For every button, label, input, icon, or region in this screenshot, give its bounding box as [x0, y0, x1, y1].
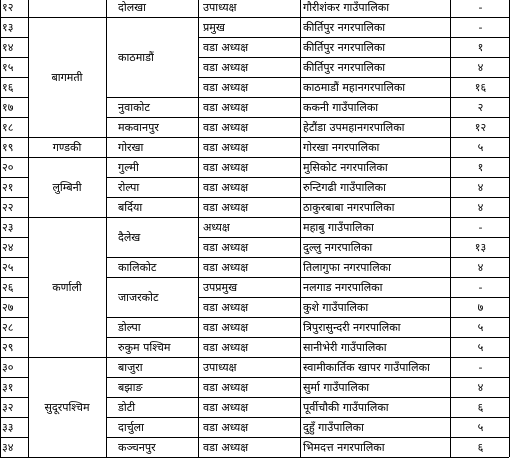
local-level-cell: भिमदत्त नगरपालिका	[303, 441, 385, 454]
column-divider	[300, 0, 301, 457]
ward-number-cell: ४	[477, 61, 484, 74]
row-divider	[198, 277, 509, 278]
district-cell: नुवाकोट	[118, 101, 150, 114]
row-divider	[28, 457, 106, 458]
position-cell: वडा अध्यक्ष	[203, 141, 249, 154]
row-divider	[198, 137, 509, 138]
local-level-cell: कीर्तिपुर नगरपालिका	[303, 61, 386, 74]
column-divider	[28, 0, 29, 457]
row-divider	[106, 337, 198, 338]
local-level-cell: कुशे गाउँपालिका	[303, 301, 369, 314]
row-divider	[198, 457, 509, 458]
row-divider	[0, 417, 28, 418]
row-divider	[106, 377, 198, 378]
position-cell: वडा अध्यक्ष	[203, 181, 249, 194]
ward-number-cell: -	[478, 361, 483, 374]
row-divider	[0, 257, 28, 258]
position-cell: उपाध्यक्ष	[203, 1, 237, 14]
row-divider	[0, 437, 28, 438]
row-divider	[28, 157, 106, 158]
row-divider	[28, 357, 106, 358]
row-divider	[198, 97, 509, 98]
row-divider	[198, 337, 509, 338]
serial-number-cell: ३०	[2, 361, 14, 374]
position-cell: वडा अध्यक्ष	[203, 161, 249, 174]
district-cell: कालिकोट	[118, 261, 157, 274]
position-cell: प्रमुख	[203, 21, 225, 34]
ward-number-cell: १२	[474, 121, 487, 134]
column-divider	[0, 0, 1, 457]
serial-number-cell: १७	[2, 101, 14, 114]
row-divider	[0, 37, 28, 38]
serial-number-cell: ३३	[2, 421, 14, 434]
position-cell: वडा अध्यक्ष	[203, 101, 249, 114]
position-cell: वडा अध्यक्ष	[203, 321, 249, 334]
row-divider	[106, 97, 198, 98]
district-cell: डोटी	[118, 401, 136, 414]
row-divider	[106, 277, 198, 278]
local-level-cell: रुन्टिगढी गाउँपालिका	[303, 181, 386, 194]
row-divider	[106, 457, 198, 458]
position-cell: वडा अध्यक्ष	[203, 201, 249, 214]
local-level-cell: मुसिकोट नगरपालिका	[303, 161, 388, 174]
row-divider	[0, 217, 28, 218]
ward-number-cell: १	[477, 161, 484, 174]
row-divider	[0, 17, 28, 18]
ward-number-cell: १६	[474, 81, 487, 94]
district-cell: मकवानपुर	[118, 121, 159, 134]
local-level-cell: ठाकुरबाबा नगरपालिका	[303, 201, 395, 214]
district-cell: बझाङ	[118, 381, 143, 394]
province-cell: गण्डकी	[52, 141, 82, 154]
district-cell: दार्चुला	[118, 421, 144, 434]
row-divider	[0, 317, 28, 318]
district-cell: रोल्पा	[118, 181, 140, 194]
serial-number-cell: ३१	[2, 381, 14, 394]
row-divider	[0, 157, 28, 158]
row-divider	[0, 337, 28, 338]
row-divider	[106, 397, 198, 398]
serial-number-cell: १६	[2, 81, 14, 94]
local-level-cell: दुहुँ गाउँपालिका	[303, 421, 364, 434]
row-divider	[198, 397, 509, 398]
local-level-cell: ककनी गाउँपालिका	[303, 101, 379, 114]
district-cell: दैलेख	[118, 231, 141, 244]
row-divider	[106, 177, 198, 178]
ward-number-cell: -	[478, 21, 483, 34]
row-divider	[0, 237, 28, 238]
district-cell: रुकुम पश्चिम	[118, 341, 171, 354]
column-divider	[106, 0, 107, 457]
serial-number-cell: २०	[2, 161, 14, 174]
position-cell: वडा अध्यक्ष	[203, 261, 249, 274]
row-divider	[0, 117, 28, 118]
serial-number-cell: २२	[2, 201, 14, 214]
district-cell: कञ्चनपुर	[118, 441, 156, 454]
row-divider	[0, 357, 28, 358]
district-cell: जाजरकोट	[118, 291, 159, 304]
position-cell: उपाध्यक्ष	[203, 361, 237, 374]
local-level-cell: त्रिपुरासुन्दरी नगरपालिका	[303, 321, 401, 334]
serial-number-cell: २६	[2, 281, 14, 294]
local-level-cell: गोरखा नगरपालिका	[303, 141, 380, 154]
district-cell: बर्दिया	[118, 201, 143, 214]
position-cell: वडा अध्यक्ष	[203, 401, 249, 414]
ward-number-cell: ५	[477, 321, 484, 334]
ward-number-cell: ६	[477, 441, 484, 454]
province-cell: कर्णाली	[52, 281, 82, 294]
serial-number-cell: ३२	[2, 401, 14, 414]
row-divider	[198, 317, 509, 318]
row-divider	[198, 377, 509, 378]
serial-number-cell: १४	[2, 41, 14, 54]
row-divider	[106, 437, 198, 438]
district-cell: गुल्मी	[118, 161, 139, 174]
position-cell: वडा अध्यक्ष	[203, 121, 249, 134]
serial-number-cell: १५	[2, 61, 14, 74]
local-level-cell: कीर्तिपुर नगरपालिका	[303, 21, 386, 34]
column-divider	[450, 0, 451, 457]
row-divider	[198, 257, 509, 258]
serial-number-cell: ३४	[2, 441, 14, 454]
row-divider	[0, 297, 28, 298]
row-divider	[198, 177, 509, 178]
serial-number-cell: १८	[2, 121, 14, 134]
ward-number-cell: ५	[477, 421, 484, 434]
local-level-cell: पूर्वीचौकी गाउँपालिका	[303, 401, 389, 414]
local-level-cell: काठमाडौं महानगरपालिका	[303, 81, 406, 94]
row-divider	[106, 137, 198, 138]
row-divider	[198, 17, 509, 18]
position-cell: वडा अध्यक्ष	[203, 61, 249, 74]
row-divider	[198, 297, 509, 298]
local-level-cell: स्वामीकार्तिक खापर गाउँपालिका	[303, 361, 430, 374]
position-cell: वडा अध्यक्ष	[203, 381, 249, 394]
row-divider	[0, 397, 28, 398]
row-divider	[106, 417, 198, 418]
district-cell: डोल्पा	[118, 321, 141, 334]
row-divider	[0, 137, 28, 138]
row-divider	[106, 217, 198, 218]
serial-number-cell: १२	[2, 1, 14, 14]
position-cell: वडा अध्यक्ष	[203, 241, 249, 254]
ward-number-cell: ५	[477, 141, 484, 154]
row-divider	[0, 277, 28, 278]
ward-number-cell: १३	[474, 241, 487, 254]
local-level-cell: कीर्तिपुर नगरपालिका	[303, 41, 386, 54]
position-cell: उपप्रमुख	[203, 281, 238, 294]
district-cell: बाजुरा	[118, 361, 143, 374]
row-divider	[28, 17, 106, 18]
row-divider	[106, 357, 198, 358]
row-divider	[28, 217, 106, 218]
position-cell: वडा अध्यक्ष	[203, 81, 249, 94]
local-level-cell: दुल्लु नगरपालिका	[303, 241, 373, 254]
serial-number-cell: २९	[2, 341, 14, 354]
ward-number-cell: -	[478, 281, 483, 294]
row-divider	[0, 377, 28, 378]
province-cell: सुदूरपश्चिम	[44, 401, 90, 414]
row-divider	[198, 417, 509, 418]
row-divider	[198, 117, 509, 118]
local-level-cell: तिलागुफा नगरपालिका	[303, 261, 391, 274]
ward-number-cell: -	[478, 1, 483, 14]
local-level-cell: महाबु गाउँपालिका	[303, 221, 374, 234]
ward-number-cell: ४	[477, 261, 484, 274]
position-cell: अध्यक्ष	[203, 221, 230, 234]
province-cell: लुम्बिनी	[52, 181, 82, 194]
row-divider	[0, 77, 28, 78]
ward-number-cell: ६	[477, 401, 484, 414]
district-cell: काठमाडौं	[118, 51, 154, 64]
local-level-cell: गौरीशंकर गाउँपालिका	[303, 1, 390, 14]
row-divider	[198, 237, 509, 238]
serial-number-cell: २४	[2, 241, 14, 254]
serial-number-cell: २१	[2, 181, 14, 194]
row-divider	[198, 77, 509, 78]
local-level-cell: नलगाड नगरपालिका	[303, 281, 383, 294]
row-divider	[198, 217, 509, 218]
row-divider	[198, 197, 509, 198]
row-divider	[198, 57, 509, 58]
ward-number-cell: १	[477, 41, 484, 54]
ward-number-cell: -	[478, 221, 483, 234]
row-divider	[28, 137, 106, 138]
ward-number-cell: २	[477, 101, 484, 114]
row-divider	[0, 177, 28, 178]
ward-number-cell: ४	[477, 201, 484, 214]
ward-number-cell: ५	[477, 341, 484, 354]
serial-number-cell: १३	[2, 21, 14, 34]
serial-number-cell: २७	[2, 301, 14, 314]
position-cell: वडा अध्यक्ष	[203, 421, 249, 434]
position-cell: वडा अध्यक्ष	[203, 301, 249, 314]
row-divider	[0, 97, 28, 98]
district-cell: गोरखा	[118, 141, 144, 154]
ward-number-cell: ४	[477, 181, 484, 194]
ward-number-cell: ४	[477, 381, 484, 394]
position-cell: वडा अध्यक्ष	[203, 41, 249, 54]
province-cell: बागमती	[51, 71, 83, 84]
row-divider	[106, 157, 198, 158]
row-divider	[106, 117, 198, 118]
row-divider	[0, 197, 28, 198]
row-divider	[0, 57, 28, 58]
row-divider	[198, 157, 509, 158]
row-divider	[198, 37, 509, 38]
row-divider	[106, 257, 198, 258]
row-divider	[198, 357, 509, 358]
serial-number-cell: १९	[2, 141, 14, 154]
position-cell: वडा अध्यक्ष	[203, 341, 249, 354]
serial-number-cell: २५	[2, 261, 14, 274]
ward-number-cell: ७	[477, 301, 484, 314]
district-cell: दोलखा	[118, 1, 146, 14]
column-divider	[198, 0, 199, 457]
row-divider	[106, 197, 198, 198]
serial-number-cell: २८	[2, 321, 14, 334]
local-level-cell: सानीभेरी गाउँपालिका	[303, 341, 387, 354]
local-level-cell: हेटौंडा उपमहानगरपालिका	[303, 121, 405, 134]
row-divider	[106, 17, 198, 18]
row-divider	[0, 457, 28, 458]
position-cell: वडा अध्यक्ष	[203, 441, 249, 454]
row-divider	[106, 317, 198, 318]
serial-number-cell: २३	[2, 221, 14, 234]
row-divider	[198, 437, 509, 438]
local-level-cell: सुर्मा गाउँपालिका	[303, 381, 370, 394]
